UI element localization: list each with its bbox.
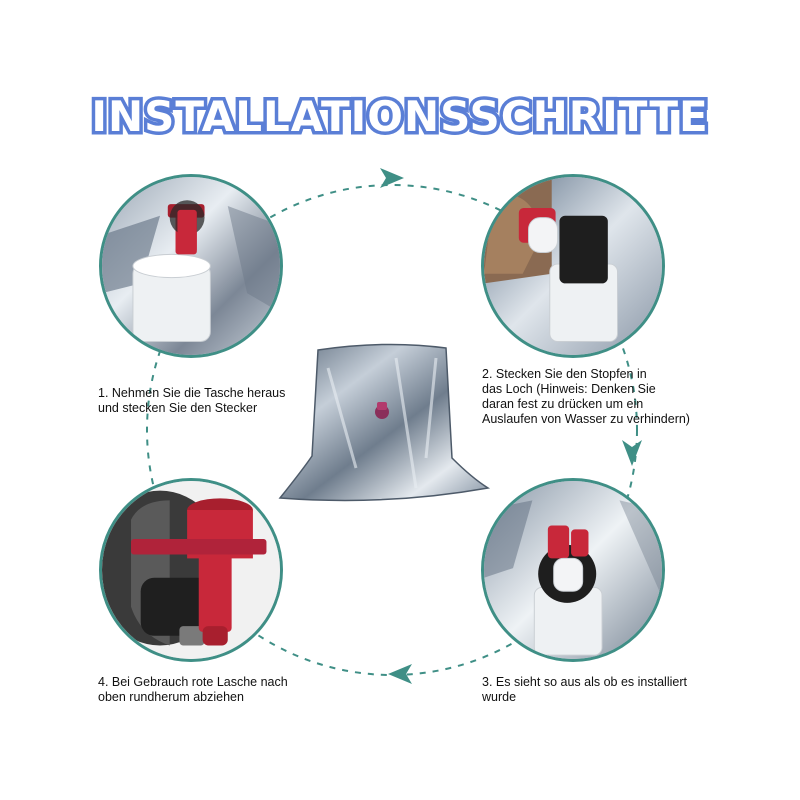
step-1-caption: 1. Nehmen Sie die Tasche heraus und stecken Sie den Stecker	[98, 386, 286, 415]
step-1-photo	[99, 174, 283, 358]
step-2-caption: 2. Stecken Sie den Stopfen in das Loch (Hinweis: Denken Sie daran fest zu drücken um ein Auslaufen von Wasser zu verhindern)	[482, 367, 690, 426]
step-4-caption: 4. Bei Gebrauch rote Lasche nach oben rundherum abziehen	[98, 675, 288, 704]
step-3-photo	[481, 478, 665, 662]
arrow-down-icon	[622, 440, 642, 466]
step-3-caption: 3. Es sieht so aus als ob es installiert wurde	[482, 675, 687, 704]
water-bag-image	[276, 338, 492, 508]
page-title: INSTALLATIONSSCHRITTE	[91, 92, 709, 141]
step-2-photo	[481, 174, 665, 358]
step-4-photo	[99, 478, 283, 662]
